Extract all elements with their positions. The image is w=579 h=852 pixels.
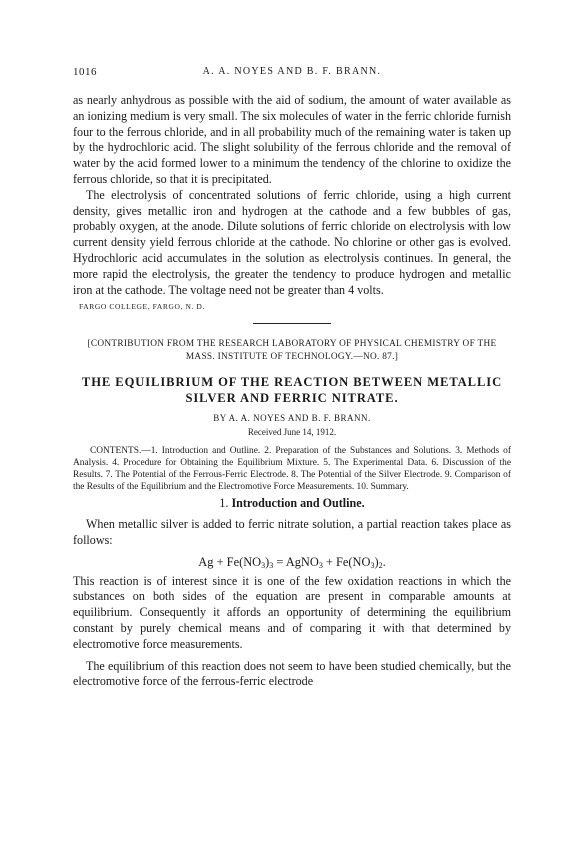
section-divider-rule	[253, 323, 331, 324]
article-byline: BY A. A. NOYES AND B. F. BRANN.	[213, 413, 371, 424]
section-title: Introduction and Outline.	[231, 495, 365, 510]
contribution-note: [CONTRIBUTION FROM THE RESEARCH LABORATORY OF PHYSICAL CHEMISTRY OF THE MASS. INSTITUTE OF TECHNOLOGY.—NO. 87.]	[87, 339, 497, 362]
page-number: 1016	[73, 66, 97, 78]
received-date: Received June 14, 1912.	[247, 427, 337, 438]
intro-paragraph: When metallic silver is added to ferric nitrate solution, a partial reaction takes place as follows:	[73, 516, 511, 547]
carryover-paragraph: as nearly anhydrous as possible with the aid of sodium, the amount of water available as an ionizing medium is very small. The six molecules of water in the ferric chloride furnish four to the ferrous chloride, and in all probability much of the remaining water is taken up by the hydrochloric acid. The slight solubility of the ferrous chloride and the removal of water by the acid formed lower to a minimum the tendency of the chlorine to oxidize the ferrous chloride, so that it is precipitated.	[73, 93, 511, 186]
contents-label: CONTENTS.	[90, 446, 142, 457]
article-title: THE EQUILIBRIUM OF THE REACTION BETWEEN METALLIC SILVER AND FERRIC NITRATE.	[81, 375, 503, 405]
running-head	[73, 66, 511, 80]
contents-list	[73, 446, 511, 494]
running-head-authors: A. A. NOYES AND B. F. BRANN.	[202, 66, 382, 77]
page-body	[73, 93, 511, 690]
final-paragraph: The equilibrium of this reaction does not seem to have been studied chemically, but the electromotive force of the ferrous-ferric electrode	[73, 658, 511, 689]
contents-text: —1. Introduction and Outline. 2. Preparation of the Substances and Solutions. 3. Methods of Analysis. 4. Procedure for Obtaining the Equilibrium Mixture. 5. The Experimental Data. 6. Discussion of the Results. 7. The Potential of the Ferrous-Ferric Electrode. 8. The Potential of the Silver Electrode. 9. Comparison of the Results of the Equilibrium and the Electromotive Force Measurements. 10. Summary.	[73, 446, 511, 493]
reaction-equation: $Ag + Fe(NO_3)_3$ = AgNO$_3$ + $Fe(NO_3)_2$.	[198, 554, 386, 570]
electrolysis-paragraph: The electrolysis of concentrated solutions of ferric chloride, using a high current density, gives metallic iron and hydrogen at the cathode and a few bubbles of gas, probably oxygen, at the anode. Dilute solutions of ferric chloride on electrolysis with low current density yield ferrous chloride at the cathode. No chlorine or other gas is evolved. Hydrochloric acid accumulates in the solution as electrolysis continues. In general, the more rapid the electrolysis, the greater the tendency to produce hydrogen and metallic iron at the cathode. The voltage need not be greater than 4 volts.	[73, 187, 511, 297]
section-heading	[73, 496, 511, 511]
section-number: 1.	[219, 495, 229, 510]
interest-paragraph: This reaction is of interest since it is one of the few oxidation reactions in which the substances on both sides of the equation are present in comparable amounts at equilibrium. Consequently it affords an opportunity of determining the equilibrium constant by purely chemical means and of comparing it with that determined by electromotive force measurements.	[73, 573, 511, 651]
author-affiliation: FARGO COLLEGE, FARGO, N. D.	[79, 302, 205, 312]
